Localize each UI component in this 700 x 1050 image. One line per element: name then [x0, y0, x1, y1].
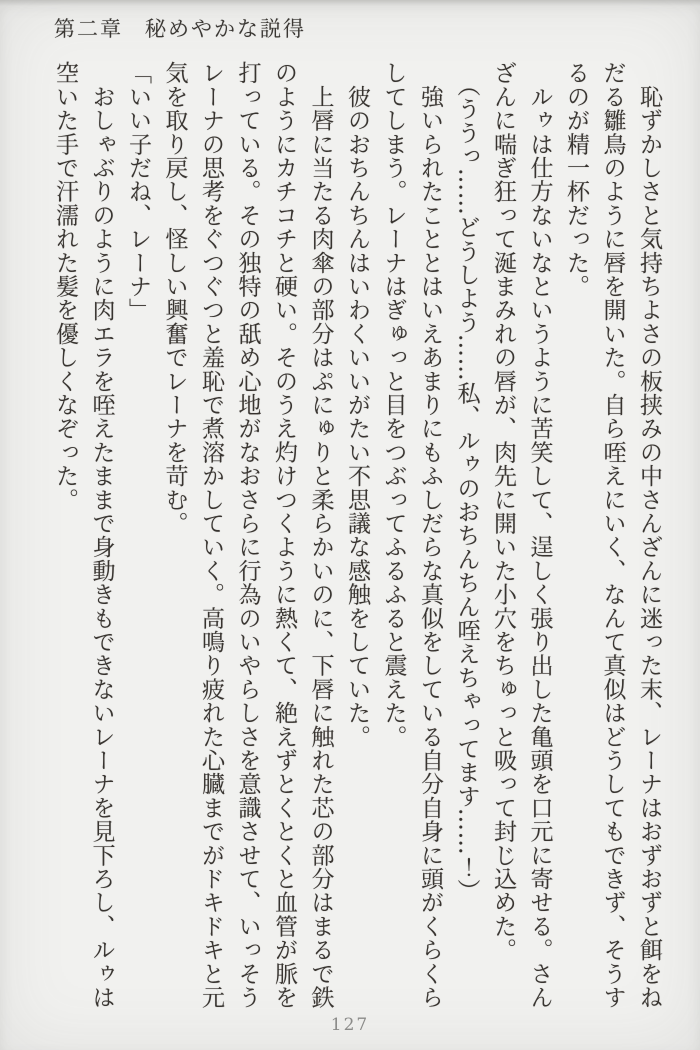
text-column: ルゥは仕方ないなというように苦笑して、逞しく張り出した亀頭を口元に寄せる。さん	[526, 61, 553, 1009]
page-number: 127	[330, 1015, 370, 1035]
text-column: のようにカチコチと硬い。そのうえ灼けつくように熱くて、絶えずとくとくと血管が脈を	[271, 61, 297, 1009]
text-column: レーナの思考をぐつぐつと羞恥で煮溶かしていく。高鳴り疲れた心臓までがドキドキと元	[198, 61, 224, 1009]
text-column: るのが精一杯だった。	[563, 61, 589, 298]
chapter-number: 第二章	[54, 17, 123, 41]
text-column: 「いい子だね、レーナ」	[125, 61, 151, 322]
text-column: だる雛鳥のように唇を開いた。自ら咥えにいく、なんて真似はどうしてもできず、そうす	[599, 61, 626, 1009]
text-column: 強いられたこととはいえあまりにもふしだらな真似をしている自分自身に頭がくらくら	[417, 61, 443, 1009]
text-column: 上唇に当たる肉傘の部分はぷにゅりと柔らかいのに、下唇に触れた芯の部分はまるで鉄	[307, 61, 334, 1009]
text-column: 彼のおちんちんはいわくいいがたい不思議な感触をしていた。	[344, 61, 370, 749]
text-column: （ううっ……どうしよう……私、ルゥのおちんちん咥えちゃってます……！）	[453, 61, 480, 903]
running-head	[54, 13, 306, 43]
text-column: 恥ずかしさと気持ちよさの板挟みの中さんざんに迷った末、レーナはおずおずと餌をね	[636, 61, 662, 1009]
text-column: 打っている。その独特の舐め心地がなおさらに行為のいやらしさを意識させて、いっそう	[234, 61, 261, 1009]
chapter-title: 秘めやかな説得	[145, 17, 306, 41]
text-column: 気を取り戻し、怪しい興奮でレーナを苛む。	[161, 61, 188, 535]
text-column: おしゃぶりのように肉エラを咥えたままで身動きもできないレーナを見下ろし、ルゥは	[88, 61, 115, 1009]
text-column: してしまう。レーナはぎゅっと目をつぶってふるふると震えた。	[380, 61, 407, 749]
text-column: 空いた手で汗濡れた髪を優しくなぞった。	[52, 61, 78, 512]
text-column: ざんに喘ぎ狂って涎まみれの唇が、肉先に開いた小穴をちゅっと吸って封じ込めた。	[490, 61, 516, 962]
vertical-text-block	[47, 61, 668, 1011]
